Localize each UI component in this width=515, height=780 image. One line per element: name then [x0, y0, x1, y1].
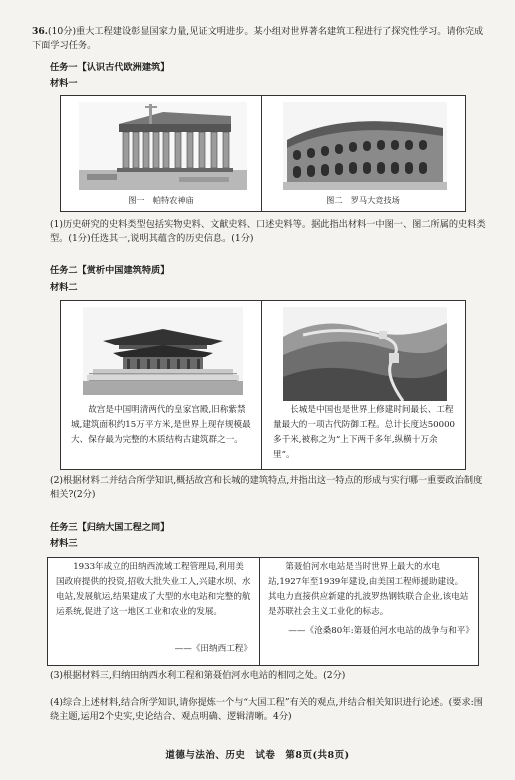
task2-material-label: 材料二: [50, 282, 78, 293]
task2-title: 任务二【赏析中国建筑特质】: [50, 265, 170, 276]
figure1-caption: 图一 帕特农神庙: [128, 195, 194, 205]
question-4: (4)综合上述材料,结合所学知识,请你提炼一个与“大国工程”有关的观点,并结合相关知识进行论述。(要求:围绕主题,运用2个史实,史论结合、观点明确、逻辑清晰。4分): [50, 697, 483, 723]
figure2-caption: 图二 罗马大竞技场: [326, 195, 400, 205]
task1-material-label: 材料一: [50, 78, 78, 89]
great-wall-image: [283, 307, 447, 401]
task3-title: 任务三【归纳大国工程之同】: [50, 522, 170, 533]
material1-figure-box: [60, 95, 466, 212]
great-wall-text: 长城是中国也是世界上修建时间最长、工程量最大的一项古代防御工程。总计长度达50000多千米,被称之为“上下两千多年,纵横十万余里”。: [273, 405, 456, 461]
task1-title: 任务一【认识古代欧洲建筑】: [50, 62, 170, 73]
question-number: 36.: [32, 26, 48, 37]
question-2: (2)根据材料二并结合所学知识,概括故宫和长城的建筑特点,并指出这一特点的形成与实行哪一重要政治制度相关?(2分): [50, 475, 483, 501]
material3-box: [47, 557, 479, 666]
forbidden-city-image: [83, 307, 243, 395]
dnieper-source: ——《沧桑80年:第聂伯河水电站的战争与和平》: [288, 626, 474, 636]
tva-source: ——《田纳西工程》: [174, 644, 252, 654]
dnieper-text: 第聂伯河水电站是当时世界上最大的水电站,1927年至1939年建设,由美国工程师援助建设。其电力直接供应新建的扎波罗热钢铁联合企业,该电站是苏联社会主义工业化的标志。: [268, 562, 469, 618]
colosseum-image: [283, 102, 447, 190]
palace-text: 故宫是中国明清两代的皇家宫殿,旧称紫禁城,建筑面积约15万平方米,是世界上现存规模最大、保存最为完整的木质结构古建筑群之一。: [71, 405, 251, 446]
material2-figure-box: [60, 300, 466, 470]
question-3: (3)根据材料三,归纳田纳西水利工程和第聂伯河水电站的相同之处。(2分): [50, 670, 346, 681]
question-1: (1)历史研究的史料类型包括实物史料、文献史料、口述史料等。据此指出材料一中图一、图二所属的史料类型。(1分)任选其一,说明其蕴含的历史信息。(1分): [50, 219, 486, 245]
tva-text: 1933年成立的田纳西流域工程管理局,利用美国政府提供的投资,招收大批失业工人,兴建水坝、水电站,发展航运,结果建成了大型的水电站和完整的航运系统,促进了这一地区工业和农业的发展。: [56, 562, 251, 618]
page-footer: 道德与法治、历史 试卷 第8页(共8页): [165, 750, 350, 761]
parthenon-image: [79, 102, 247, 190]
question-intro-text: (10分)重大工程建设彰显国家力量,见证文明进步。某小组对世界著名建筑工程进行了探究性学习。请你完成下面学习任务。: [32, 26, 484, 52]
question-intro: [32, 25, 492, 54]
task3-material-label: 材料三: [50, 538, 78, 549]
